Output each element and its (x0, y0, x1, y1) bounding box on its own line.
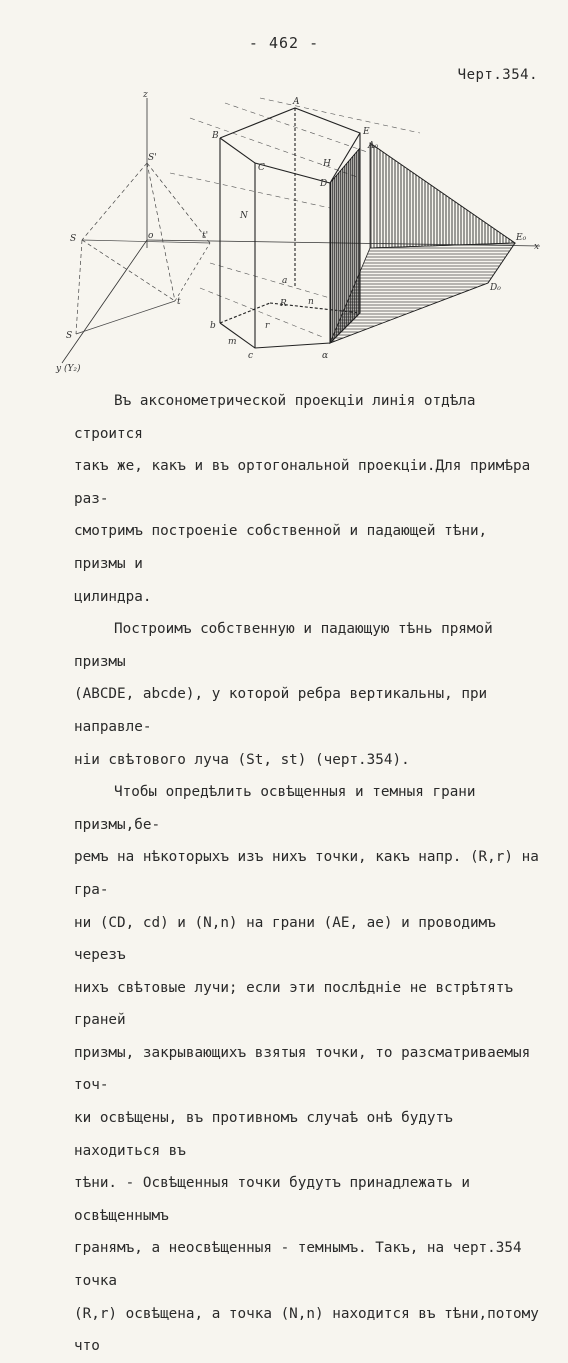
prism-shadow-face (330, 148, 360, 343)
label-A: A (293, 97, 300, 107)
label-s-small: S (66, 331, 73, 341)
text-line: тѣни. - Освѣщенныя точки будутъ принадлежать и освѣщеннымъ (74, 1175, 470, 1224)
label-s-prime: S' (148, 153, 157, 163)
label-r: r (265, 321, 270, 331)
paragraph (74, 613, 544, 776)
label-A0: A₀ (368, 141, 379, 151)
paragraph (74, 385, 544, 613)
text-line: Чтобы опредѣлить освѣщенныя и темныя грани призмы,бе- (74, 784, 476, 833)
text-line: цилиндра. (74, 588, 152, 605)
label-t-prime: t' (202, 231, 209, 241)
technical-drawing (40, 88, 550, 378)
label-C: C (258, 163, 265, 173)
text-line: Построимъ собственную и падающую тѣнь прямой призмы (74, 621, 493, 670)
label-o: o (148, 231, 154, 241)
text-line: такъ же, какъ и въ ортогональной проекціи.Для примѣра раз- (74, 458, 531, 507)
text-line: (R,r) освѣщена, а точка (N,n) находится въ тѣни,потому что (74, 1305, 539, 1355)
page-number: - 462 - (248, 34, 320, 52)
text-line: ніи свѣтового луча (St, st) (черт.354). (74, 751, 410, 768)
label-B: B (212, 131, 219, 141)
text-line: гранямъ, а неосвѣщенныя - темнымъ. Такъ, на черт.354 точка (74, 1240, 522, 1290)
label-s: S (70, 234, 77, 244)
label-E: E (363, 127, 370, 137)
text-line: ни (CD, cd) и (N,n) на грани (AE, ae) и проводимъ черезъ (74, 914, 496, 964)
label-D: D (320, 179, 328, 189)
label-m: m (228, 337, 237, 347)
label-c: c (248, 351, 254, 361)
label-y-axis: y (Y₂) (56, 364, 81, 374)
y-axis (62, 240, 147, 363)
prism-shadow-drawing (40, 88, 550, 378)
text-line: ки освѣщены, въ противномъ случаѣ онѣ будутъ находиться въ (74, 1110, 453, 1159)
label-R: R (280, 299, 287, 309)
light-ray-construction (76, 163, 210, 334)
text-line: ремъ на нѣкоторыхъ изъ нихъ точки, какъ напр. (R,r) на гра- (74, 849, 539, 898)
label-t: t (177, 297, 181, 307)
label-H: H (323, 159, 331, 169)
text-line: Въ аксонометрической проекціи линія отдѣла строится (74, 393, 476, 442)
label-D0: D₀ (490, 283, 501, 293)
label-E0: E₀ (516, 233, 527, 243)
label-z: z (143, 90, 148, 100)
text-line: (ABCDE, abcde), у которой ребра вертикальны, при направле- (74, 686, 488, 735)
text-line: нихъ свѣтовые лучи; если эти послѣдніе не встрѣтятъ граней (74, 979, 513, 1029)
paragraph (74, 776, 544, 1363)
label-alpha: α (322, 351, 329, 361)
label-b: b (210, 321, 216, 331)
body-text (74, 385, 544, 1363)
label-x: x (534, 242, 540, 252)
text-line: смотримъ построеніе собственной и падающей тѣни, призмы и (74, 523, 488, 572)
text-line: призмы, закрывающихъ взятыя точки, то разсматриваемыя точ- (74, 1044, 531, 1094)
figure-label: Черт.354. (457, 67, 538, 83)
label-a: a (282, 276, 288, 286)
label-n: n (308, 297, 314, 307)
label-N: N (240, 211, 248, 221)
